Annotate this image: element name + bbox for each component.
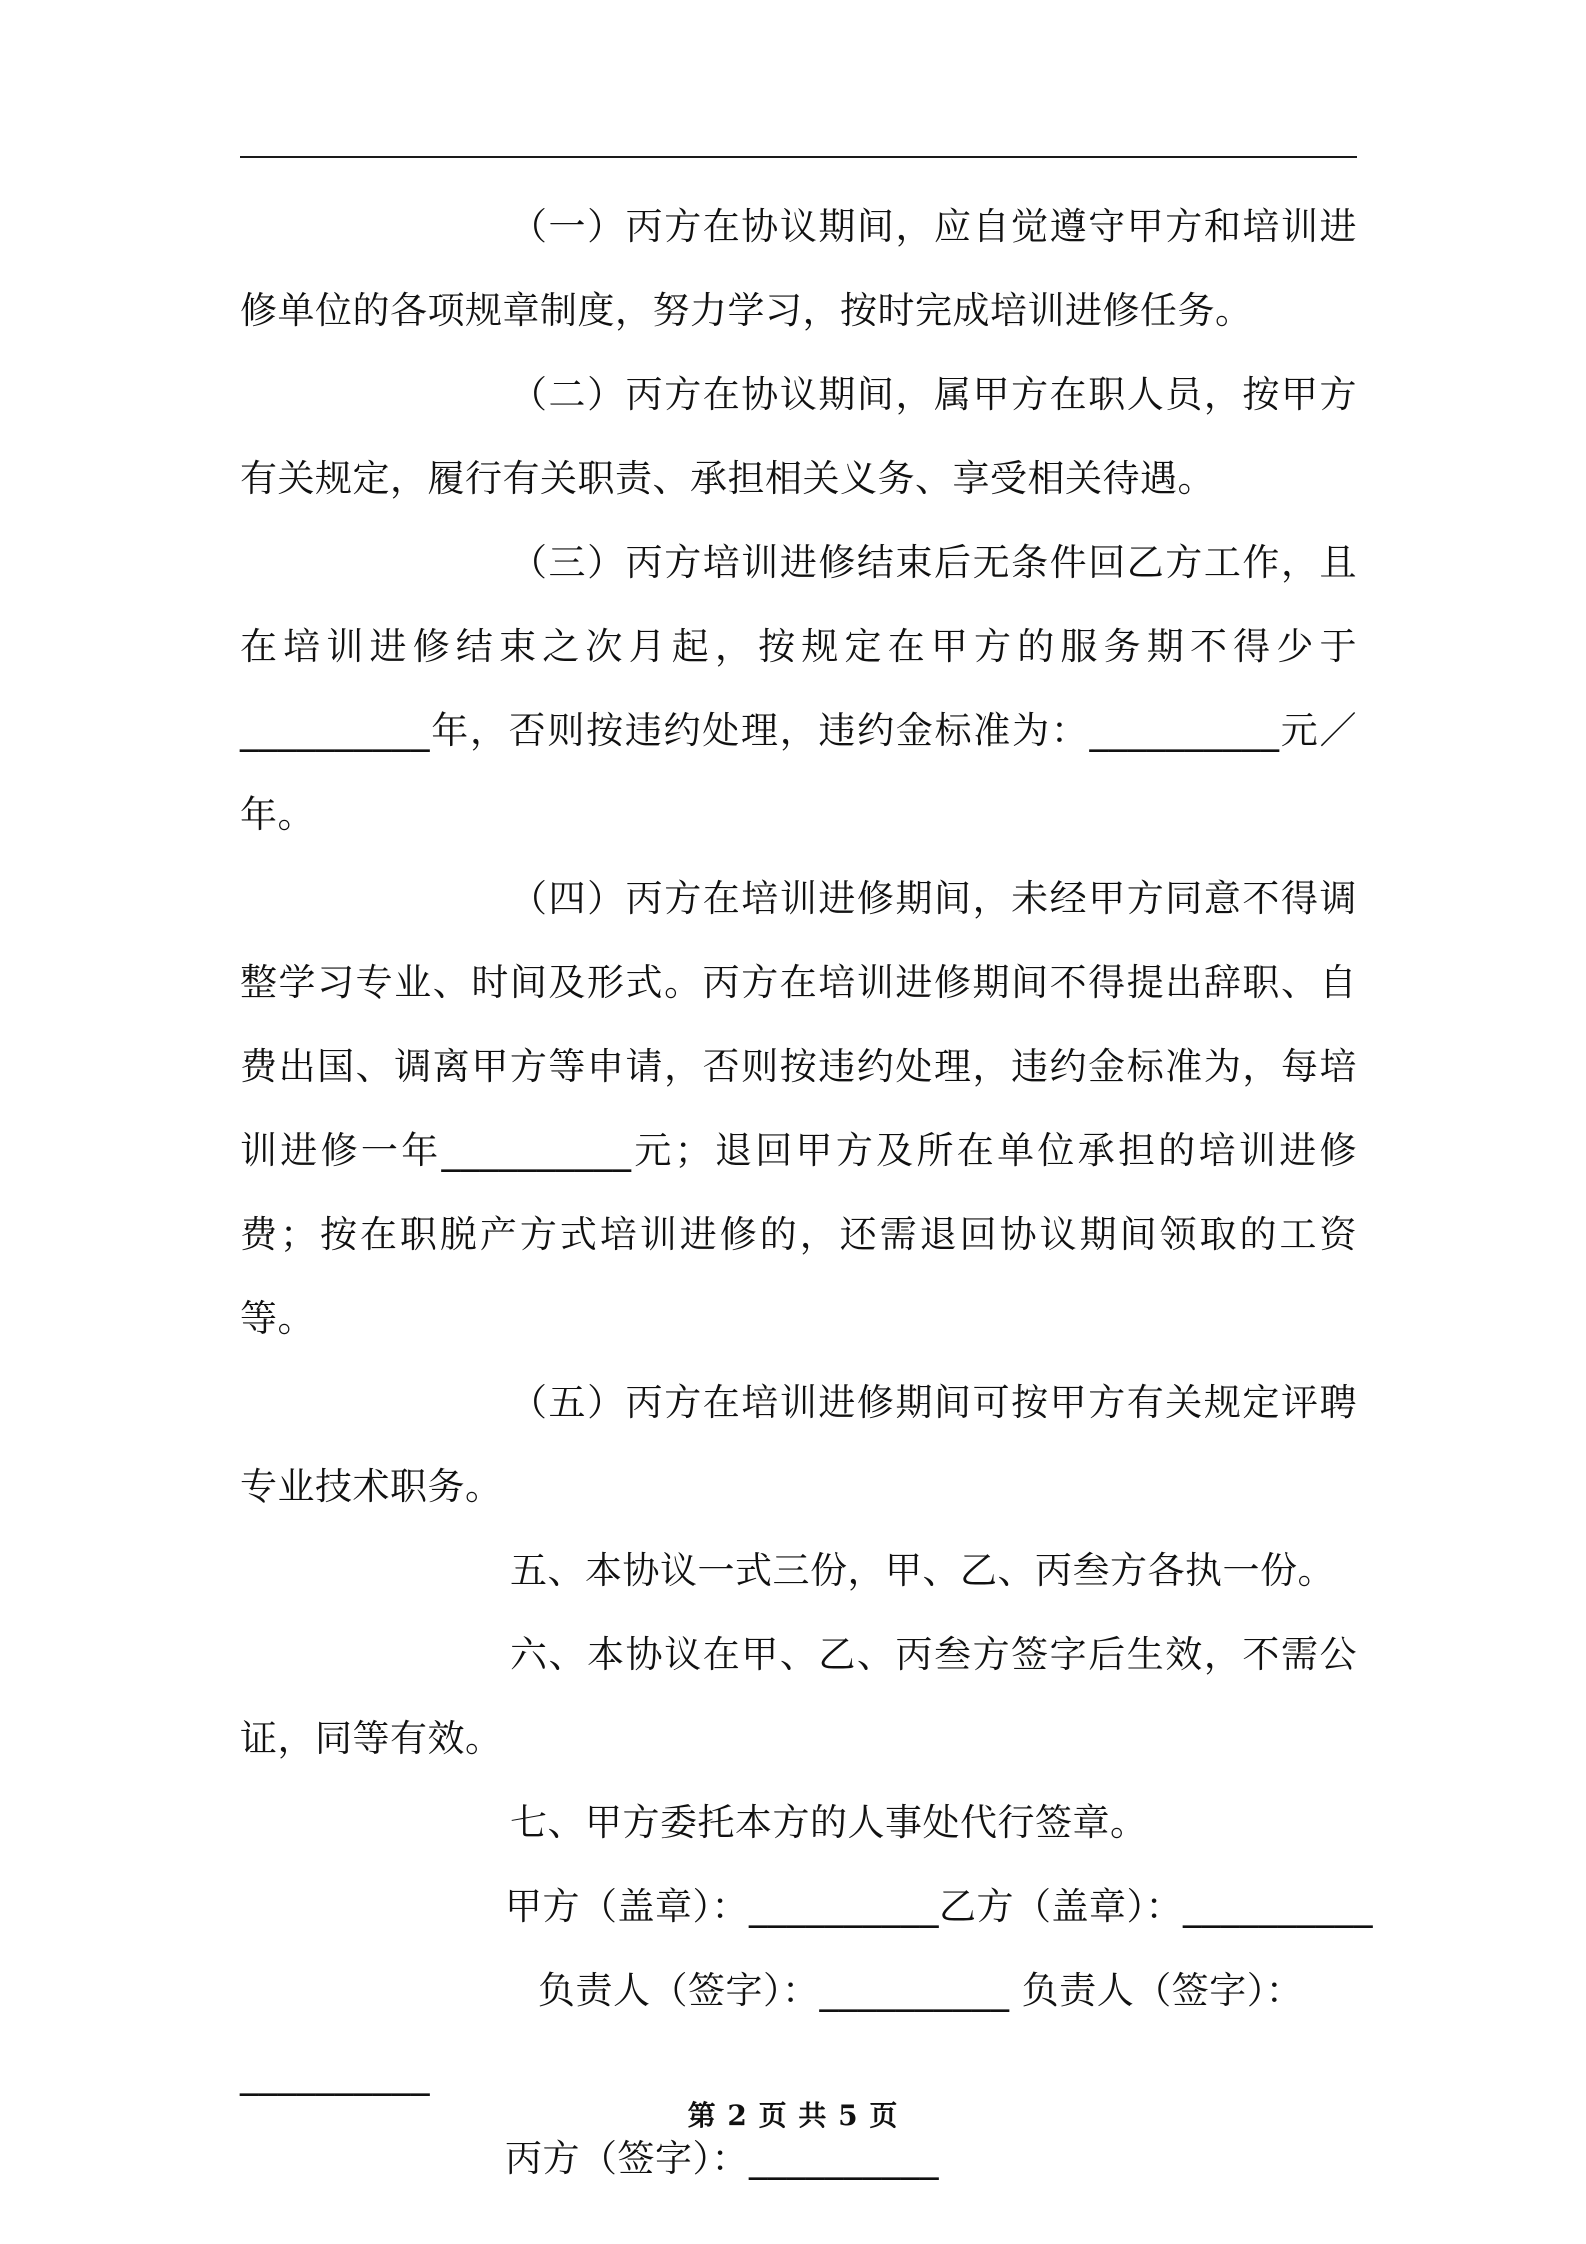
document-body [240,185,1373,2201]
article-6: 六、本协议在甲、乙、丙叁方签字后生效，不需公证，同等有效。 [240,1633,1357,1760]
clause-5: （五）丙方在培训进修期间可按甲方有关规定评聘专业技术职务。 [240,1381,1357,1508]
clause-2: （二）丙方在协议期间，属甲方在职人员，按甲方有关规定，履行有关职责、承担相关义务、享受相关待遇。 [240,373,1357,500]
article-5: 五、本协议一式三份，甲、乙、丙叁方各执一份。 [510,1549,1335,1592]
article-7: 七、甲方委托本方的人事处代行签章。 [510,1801,1148,1844]
clause-1: （一）丙方在协议期间，应自觉遵守甲方和培训进修单位的各项规章制度，努力学习，按时完成培训进修任务。 [240,205,1357,332]
clause-4: （四）丙方在培训进修期间，未经甲方同意不得调整学习专业、时间及形式。丙方在培训进修期间不得提出辞职、自费出国、调离甲方等申请，否则按违约处理，违约金标准为，每培训进修一年__________元；退回甲方及所在单位承担的培训进修费；按在职脱产方式培训进修的，还需退回协议期间领取的工资等。 [240,877,1357,1340]
clause-3: （三）丙方培训进修结束后无条件回乙方工作，且在培训进修结束之次月起，按规定在甲方的服务期不得少于__________年，否则按违约处理，违约金标准为：__________元／年。 [240,541,1357,836]
signature-responsible-continuation: __________ [240,2053,430,2096]
signature-party-a-b: 甲方（盖章）：__________乙方（盖章）：__________ [505,1885,1373,1928]
signature-party-c: 丙方（签字）：__________ [505,2137,939,2180]
signature-responsible-persons: 负责人（签字）：__________ 负责人（签字）： [538,1969,1304,2012]
page-number-footer: 第 2 页 共 5 页 [687,2099,899,2132]
header-rule [240,156,1357,158]
